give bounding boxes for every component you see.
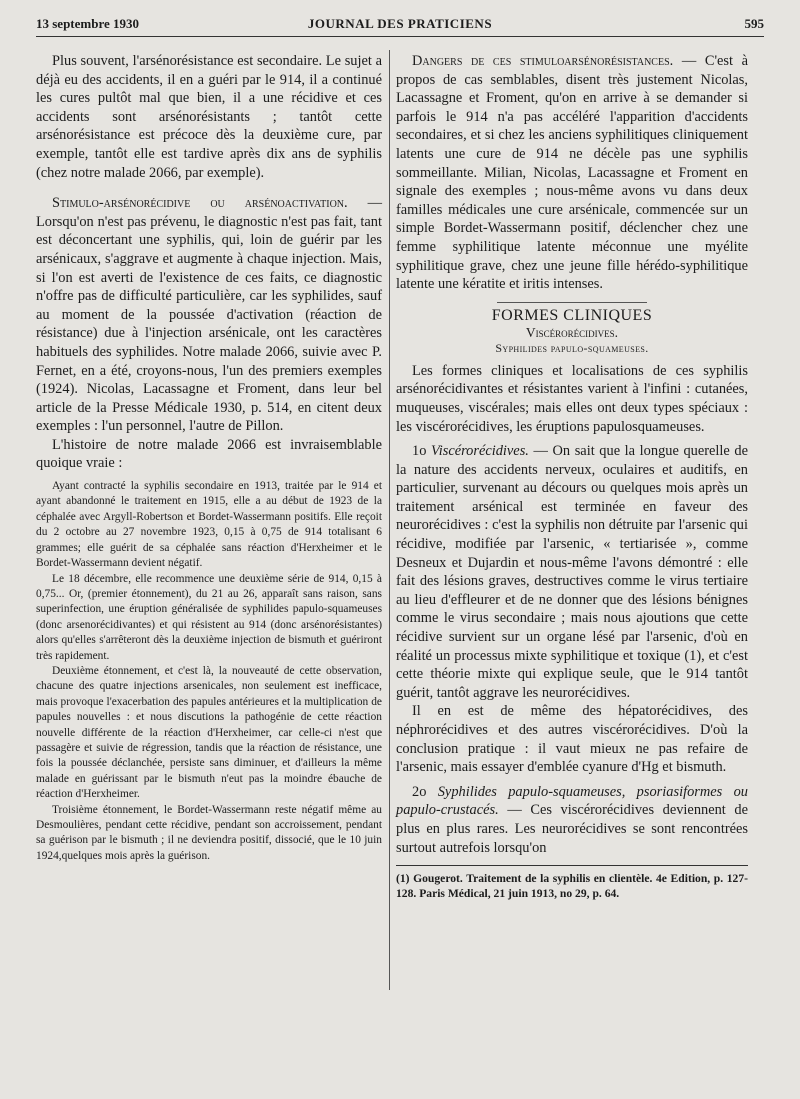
paragraph-syphilides: 2o Syphilides papulo-squameuses, psoriasiformes ou papulo-crustacés. — Ces viscérorécidives deviennent de plus en plus rares. Les neurorécidives se sont rencontrées surtout autrefois lorsqu'on (396, 783, 748, 856)
paragraph-histoire: L'histoire de notre malade 2066 est invraisemblable quoique vraie : (36, 436, 382, 472)
section-rule (497, 302, 647, 303)
left-column (36, 52, 382, 864)
paragraph-hepatorecidives: Il en est de même des hépatorécidives, des néphrorécidives et des autres viscérorécidives. D'où la conclusion pratique : il vaut mieux ne pas refaire de l'arsenic, mais essayer d'emblée cyanure d'Hg et bismuth. (396, 703, 748, 776)
footnote-area (396, 865, 748, 901)
section-subtitle: Viscérorécidives. (525, 324, 619, 340)
column-divider (389, 50, 390, 990)
case-report-2: Le 18 décembre, elle recommence une deuxième série de 914, 0,15 à 0,75... Or, (premier étonnement), du 21 au 26, apparaît sans raison, sans superinfection, une éruption généralisée de syphilides papulo-squameuses (donc arsenorécidivantes) et qui résistent au 914 (donc arsénorésistantes) alors qu'elles s'arrêteront dès la deuxième injection de bismuth et guériront très rapidement. (36, 572, 382, 662)
right-column (396, 52, 748, 901)
paragraph-heading: Viscérorécidives. (431, 443, 529, 460)
paragraph-dangers: Dangers de ces stimuloarsénorésistances. — C'est à propos de cas semblables, disent très justement Nicolas, Lacassagne et Froment, qu'on en arrive à se demander si parfois le 914 n'a pas accéléré l'apparition d'accidents secondaires, et si chez les anciens syphilitiques cliniquement latents une cure de 914 ne décèle pas une syphilis sommeillante. Milian, Nicolas, Lacassagne et Froment en signale des exemples ; nous-même avons vu dans deux familles médicales une cure arsénicale, commencée sur un simple Bordet-Wassermann positif, déclencher chez une femme syphilitique latente méconnue une myélite syphilitique grave, chez une jeune fille hérédo-syphilitique latente une kératite et iritis intenses. (396, 53, 749, 293)
case-report-4: Troisième étonnement, le Bordet-Wassermann reste négatif même au Desmoulières, pendant cette récidive, pendant son accroissement, pendant sa guérison par le bismuth ; il ne deviendra positif, dissocié, que le 10 juin 1924,quelques mois après la guérison. (36, 803, 382, 862)
paragraph-formes: Les formes cliniques et localisations de ces syphilis arsénorécidivantes et résistantes varient à l'infini : cutanées, muqueuses, viscérales; mais elles ont deux types spéciaux : les viscérorécidives, les éruptions papulosquameuses. (396, 362, 748, 435)
journal-title: JOURNAL DES PRATICIENS (307, 16, 493, 31)
paragraph-viscerorecidives: 1o Viscérorécidives. — On sait que la longue querelle de la nature des accidents nerveux, oculaires et auditifs, en particulier, survenant au décours ou quelques mois après un traitement arsénical est terminée en faveur des neurorécidives : c'est la syphilis non détruite par l'arsenic qui récidive, modifiée par l'arsenic, « tertiarisée », comme Desneux et Dujardin et nous-même l'avons démontré : elle fait des lésions graves, destructives comme le virus tertiaire au lieu d'effleurer et de ne donner que des lésions bénignes comme le virus secondaire ; mais nous ajoutions que cette récidive survient sur un organe lésé par l'arsenic, d'où en réalité un processus mixte syphilitique et toxique (1), et c'est cette théorie mixte qui explique seule, que le 914 tantôt guérit, tantôt aggrave les neurorécidives. (396, 443, 748, 701)
case-report-1: Ayant contracté la syphilis secondaire en 1913, traitée par le 914 et ayant abandonné le traitement en 1915, elle a au début de 1923 de la céphalée avec Argyll-Robertson et Bordet-Wassermann positifs. Elle reçoit du 2 octobre au 27 novembre 1923, 0,15 à 0,75 de 914 totalisant 6 grammes; elle guérit de sa céphalée sans réaction d'Herxheimer et le Bordet-Wassermann devient négatif. (36, 480, 382, 570)
section-subtitle: Syphilides papulo-squameuses. (495, 340, 649, 355)
section-title: FORMES CLINIQUES (491, 306, 653, 324)
page-number: 595 (744, 16, 764, 31)
case-report-3: Deuxième étonnement, et c'est là, la nouveauté de cette observation, chacune des quatre injections arsenicales, non seulement est inefficace, mais provoque l'exacerbation des papules antérieures et la multiplication de papules nouvelles : et nous discutions la pathogénie de cette réaction nouvelle différente de la réaction d'Herxheimer, car celle-ci n'est que passagère et suivie de régression, tandis que la réaction de résistance, une fois la poussée déclanchée, persiste sans diminuer, et d'ailleurs la même malade en guérissant par le bismuth n'eut pas la moindre ébauche de réaction d'Herxheimer. (36, 664, 382, 801)
footnote: (1) Gougerot. Traitement de la syphilis en clientèle. 4e Edition, p. 127-128. Paris Médical, 21 juin 1913, no 29, p. 64. (396, 872, 748, 900)
page-header (36, 12, 764, 37)
issue-date: 13 septembre 1930 (36, 16, 140, 31)
paragraph-heading: Syphilides papulo-squameuses, psoriasiformes ou papulo-crustacés. (396, 783, 748, 819)
paragraph-secondary-resistance: Plus souvent, l'arsénorésistance est secondaire. Le sujet a déjà eu des accidents, il en a guéri par le 914, il a continué les cures pultôt mal que bien, il a une récidive et ces accidents sont arsénorésistants ; tantôt cette arsénorésistance est précoce dès la deuxième cure, par exemple, tantôt elle est tardive après dix ans de syphilis (chez notre malade 2066, par exemple). (36, 53, 382, 181)
paragraph-heading: Dangers de ces stimuloarsénorésistances. (412, 53, 674, 69)
paragraph-heading: Stimulo-arsénorécidive ou arsénoactivation. (52, 195, 348, 212)
paragraph-stimulo-arsenorecidive: Stimulo-arsénorécidive ou arsénoactivation. — Lorsqu'on n'est pas prévenu, le diagnostic n'est pas fait, tant est déconcertant une syphilis, qui, loin de guérir par les arsénicaux, s'aggrave et augmente à chaque injection. Mais, si l'on est averti de l'existence de ces faits, ce diagnostic n'offre pas de difficulté particulière, car les syphilides, sauf au moment de la poussée d'activation (réaction de résistance) due à l'injection arsénicale, ont les caractères habituels des syphilides. Notre malade 2066, suivie avec P. Fernet, en a été, croyons-nous, l'un des premiers exemples (1924). Nicolas, Lacassagne et Froment, dans leur bel article de la Presse Médicale 1930, p. 514, en citent deux exemples : l'un personnel, l'autre de Pillon. (36, 195, 382, 435)
